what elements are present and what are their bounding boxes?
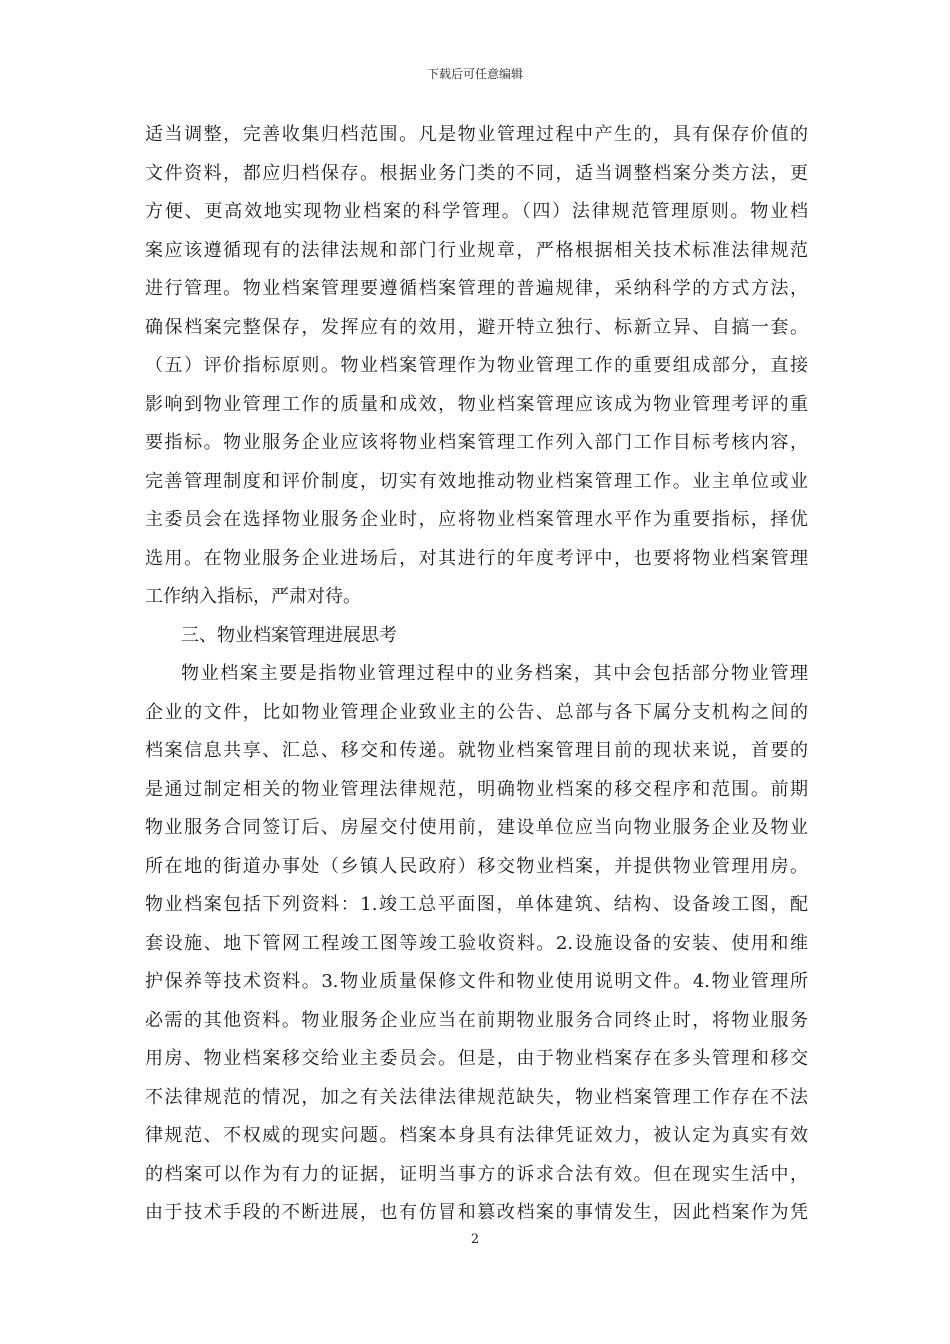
text-line: 不法律规范的情况，加之有关法律法律规范缺失，物业档案管理工作存在不法: [145, 1086, 808, 1108]
section-heading: [145, 617, 808, 656]
text-line: 完善管理制度和评价制度，切实有效地推动物业档案管理工作。业主单位或业: [145, 470, 808, 492]
text-line: 物业档案包括下列资料：1.竣工总平面图，单体建筑、结构、设备竣工图，配: [145, 894, 808, 915]
text-line: 必需的其他资料。物业服务企业应当在前期物业服务合同终止时，将物业服务: [145, 1009, 808, 1031]
text-line: 档案信息共享、汇总、移交和传递。就物业档案管理目前的现状来说，首要的: [145, 740, 808, 761]
text-line: 是通过制定相关的物业管理法律规范，明确物业档案的移交程序和范围。前期: [145, 778, 808, 800]
text-line: 文件资料，都应归档保存。根据业务门类的不同，适当调整档案分类方法，更: [145, 162, 808, 184]
text-line: 用房、物业档案移交给业主委员会。但是，由于物业档案存在多头管理和移交: [145, 1048, 808, 1069]
page-header: 下载后可任意编辑: [426, 67, 523, 81]
text-line: 工作纳入指标，严肃对待。: [145, 586, 361, 607]
text-line: 影响到物业管理工作的质量和成效，物业档案管理应该成为物业管理考评的重: [145, 393, 808, 415]
text-line: （五）评价指标原则。物业档案管理作为物业管理工作的重要组成部分，直接: [145, 355, 808, 376]
text-line: 套设施、地下管网工程竣工图等竣工验收资料。2.设施设备的安装、使用和维: [145, 932, 808, 954]
text-line: 进行管理。物业档案管理要遵循档案管理的普遍规律，采纳科学的方式方法，: [145, 278, 808, 299]
text-line: 所在地的街道办事处（乡镇人民政府）移交物业档案，并提供物业管理用房。: [145, 855, 808, 877]
text-line: 物业档案主要是指物业管理过程中的业务档案，其中会包括部分物业管理: [181, 663, 808, 684]
document-body: [145, 116, 808, 1233]
text-line: 要指标。物业服务企业应该将物业档案管理工作列入部门工作目标考核内容，: [145, 432, 808, 453]
text-line: 主委员会在选择物业服务企业时，应将物业档案管理水平作为重要指标，择优: [145, 509, 808, 530]
text-line: 由于技术手段的不断进展，也有仿冒和篡改档案的事情发生，因此档案作为凭: [145, 1202, 808, 1223]
text-line: 护保养等技术资料。3.物业质量保修文件和物业使用说明文件。4.物业管理所: [145, 971, 808, 992]
section-heading-text: 三、物业档案管理进展思考: [181, 624, 397, 646]
paragraph-development: [145, 655, 808, 1233]
text-line: 律规范、不权威的现实问题。档案本身具有法律凭证效力，被认定为真实有效: [145, 1125, 808, 1146]
text-line: 物业服务合同签订后、房屋交付使用前，建设单位应当向物业服务企业及物业: [145, 817, 808, 838]
paragraph-principles: [145, 116, 808, 617]
text-line: 的档案可以作为有力的证据，证明当事方的诉求合法有效。但在现实生活中，: [145, 1163, 808, 1185]
text-line: 方便、更高效地实现物业档案的科学管理。（四）法律规范管理原则。物业档: [145, 201, 808, 222]
text-line: 确保档案完整保存，发挥应有的效用，避开特立独行、标新立异、自搞一套。: [145, 316, 808, 338]
text-line: 适当调整，完善收集归档范围。凡是物业管理过程中产生的，具有保存价值的: [145, 124, 808, 145]
text-line: 选用。在物业服务企业进场后，对其进行的年度考评中，也要将物业档案管理: [145, 547, 808, 569]
text-line: 企业的文件，比如物业管理企业致业主的公告、总部与各下属分支机构之间的: [145, 701, 808, 723]
text-line: 案应该遵循现有的法律法规和部门行业规章，严格根据相关技术标准法律规范: [145, 239, 808, 261]
page-number: 2: [470, 1232, 480, 1247]
